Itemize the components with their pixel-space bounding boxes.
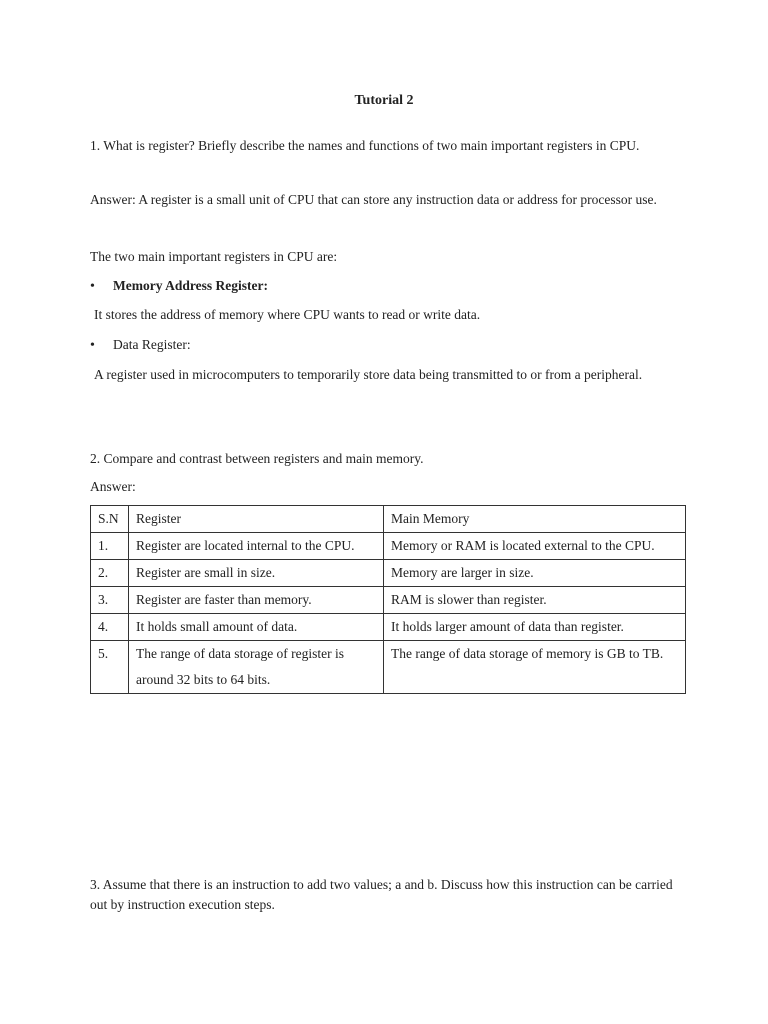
table-cell: Register are small in size. — [129, 560, 384, 587]
comparison-table — [90, 505, 686, 694]
table-cell: Memory or RAM is located external to the CPU. — [384, 533, 686, 560]
table-cell: Register are faster than memory. — [129, 587, 384, 614]
table-cell: RAM is slower than register. — [384, 587, 686, 614]
bullet-icon: • — [90, 338, 95, 353]
table-cell: The range of data storage of memory is GB to TB. — [384, 641, 686, 694]
table-cell: 3. — [91, 587, 129, 614]
table-cell: 5. — [91, 641, 129, 694]
table-row — [91, 614, 686, 641]
bullet-item-data-register — [90, 331, 680, 359]
question-1-text: 1. What is register? Briefly describe the names and functions of two main important registers in CPU. — [90, 138, 640, 153]
bullet-item-memory-address-register — [90, 272, 680, 300]
table-header-cell: Main Memory — [384, 506, 686, 533]
table-cell: Memory are larger in size. — [384, 560, 686, 587]
question-3-text: 3. Assume that there is an instruction to add two values; a and b. Discuss how this instruction can be carried out by instruction execution steps. — [90, 877, 673, 912]
table-cell: 2. — [91, 560, 129, 587]
table-row — [91, 560, 686, 587]
question-2-text: 2. Compare and contrast between registers and main memory. — [90, 451, 424, 466]
bullet-label: Memory Address Register: — [113, 278, 268, 293]
table-cell: It holds small amount of data. — [129, 614, 384, 641]
table-cell: The range of data storage of register is around 32 bits to 64 bits. — [129, 641, 384, 694]
table-header-row — [91, 506, 686, 533]
table-header-cell: Register — [129, 506, 384, 533]
question-2-answer-label: Answer: — [90, 479, 136, 494]
bullet-description: A register used in microcomputers to temporarily store data being transmitted to or from a peripheral. — [94, 367, 643, 382]
table-cell: 4. — [91, 614, 129, 641]
table-cell: 1. — [91, 533, 129, 560]
table-cell: It holds larger amount of data than register. — [384, 614, 686, 641]
bullet-label: Data Register: — [113, 337, 191, 352]
bullet-icon: • — [90, 279, 95, 294]
document-title: Tutorial 2 — [354, 93, 414, 108]
table-row — [91, 587, 686, 614]
question-1-intro: The two main important registers in CPU are: — [90, 249, 338, 264]
table-header-cell: S.N — [91, 506, 129, 533]
table-row — [91, 641, 686, 694]
bullet-description: It stores the address of memory where CPU wants to read or write data. — [94, 307, 481, 322]
table-row — [91, 533, 686, 560]
question-1-answer: Answer: A register is a small unit of CPU that can store any instruction data or address for processor use. — [90, 192, 657, 207]
table-cell: Register are located internal to the CPU. — [129, 533, 384, 560]
